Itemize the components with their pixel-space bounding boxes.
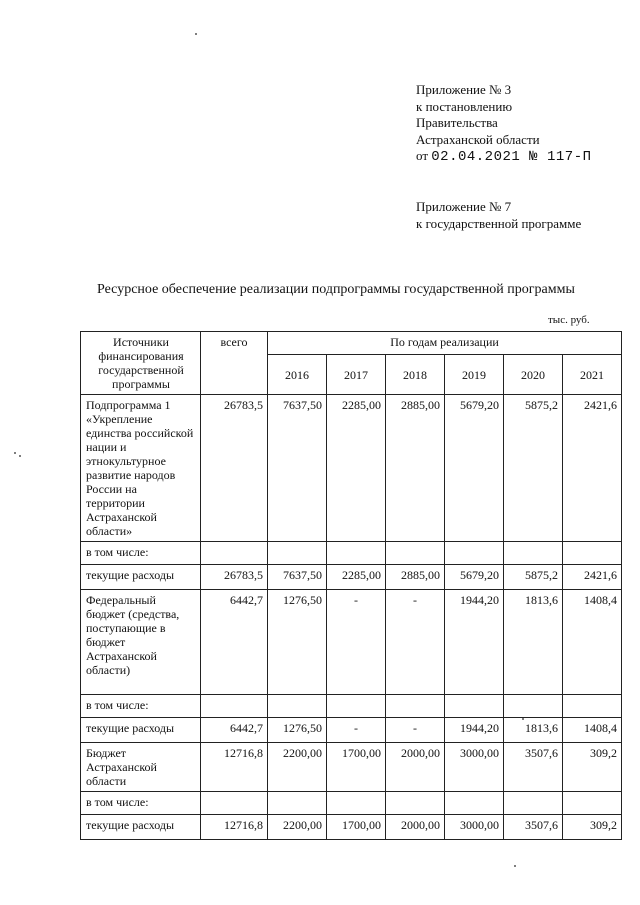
appendix-3-title: Приложение № 3 <box>416 82 512 97</box>
resource-table <box>80 331 622 840</box>
row-source: Федеральный бюджет (средства, поступающие в бюджет Астраханской области) <box>81 590 201 695</box>
scan-speck <box>195 33 197 35</box>
row-value: 2885,00 <box>386 395 445 542</box>
row-total <box>201 542 268 565</box>
row-value: - <box>386 718 445 743</box>
row-total: 26783,5 <box>201 565 268 590</box>
row-source: текущие расходы <box>81 565 201 590</box>
header-source: Источники финансирования государственной программы <box>81 332 201 395</box>
row-value: 7637,50 <box>268 565 327 590</box>
row-value <box>563 542 622 565</box>
appendix-3-line2: к постановлению <box>416 98 513 114</box>
row-value: 1944,20 <box>445 590 504 695</box>
header-year: 2018 <box>386 355 445 395</box>
row-value: - <box>327 590 386 695</box>
row-value <box>327 695 386 718</box>
table-row <box>81 590 622 695</box>
row-value <box>504 542 563 565</box>
appendix-3-block <box>416 82 592 166</box>
row-total <box>201 792 268 815</box>
date-prefix: от <box>416 148 429 163</box>
row-value: 2285,00 <box>327 565 386 590</box>
row-total: 26783,5 <box>201 395 268 542</box>
row-source: текущие расходы <box>81 718 201 743</box>
table-row <box>81 743 622 792</box>
table-row <box>81 565 622 590</box>
row-source: Подпрограмма 1 «Укрепление единства российской нации и этнокультурное развитие народов России на территории Астраханской области» <box>81 395 201 542</box>
row-value: 2000,00 <box>386 815 445 840</box>
table-row <box>81 542 622 565</box>
row-source: в том числе: <box>81 695 201 718</box>
row-source: текущие расходы <box>81 815 201 840</box>
row-value <box>563 792 622 815</box>
row-value: 1276,50 <box>268 718 327 743</box>
row-value: 2421,6 <box>563 565 622 590</box>
row-value <box>386 792 445 815</box>
row-value: 2200,00 <box>268 743 327 792</box>
row-value: 5875,2 <box>504 565 563 590</box>
appendix-7-title: Приложение № 7 <box>416 199 512 214</box>
row-total <box>201 695 268 718</box>
scan-speck <box>522 718 524 720</box>
table-row <box>81 815 622 840</box>
row-total: 6442,7 <box>201 718 268 743</box>
appendix-3-line4: Астраханской области <box>416 131 540 147</box>
row-total: 6442,7 <box>201 590 268 695</box>
row-value: 1408,4 <box>563 718 622 743</box>
row-value: 5679,20 <box>445 565 504 590</box>
row-value: 1700,00 <box>327 815 386 840</box>
row-value <box>445 792 504 815</box>
header-year: 2016 <box>268 355 327 395</box>
row-value: 2200,00 <box>268 815 327 840</box>
row-total: 12716,8 <box>201 815 268 840</box>
table-row <box>81 395 622 542</box>
row-value <box>327 792 386 815</box>
row-source: в том числе: <box>81 792 201 815</box>
table-row <box>81 695 622 718</box>
row-source: Бюджет Астраханской области <box>81 743 201 792</box>
row-value: 3000,00 <box>445 815 504 840</box>
row-value <box>563 695 622 718</box>
row-value: 1813,6 <box>504 590 563 695</box>
date-value: 02.04.2021 № 117-П <box>431 149 592 165</box>
row-total: 12716,8 <box>201 743 268 792</box>
header-year: 2019 <box>445 355 504 395</box>
row-value: 3000,00 <box>445 743 504 792</box>
row-value: 7637,50 <box>268 395 327 542</box>
header-year: 2017 <box>327 355 386 395</box>
row-value: 1276,50 <box>268 590 327 695</box>
row-value <box>504 695 563 718</box>
row-value <box>327 542 386 565</box>
row-value: 3507,6 <box>504 743 563 792</box>
row-value: 1700,00 <box>327 743 386 792</box>
scan-speck <box>14 452 16 454</box>
row-value: 1408,4 <box>563 590 622 695</box>
row-source: в том числе: <box>81 542 201 565</box>
row-value: 1944,20 <box>445 718 504 743</box>
appendix-7-line2: к государственной программе <box>416 215 582 231</box>
row-value: 2000,00 <box>386 743 445 792</box>
header-row <box>81 332 622 355</box>
row-value: 5875,2 <box>504 395 563 542</box>
row-value: 5679,20 <box>445 395 504 542</box>
row-value: 2421,6 <box>563 395 622 542</box>
row-value <box>268 792 327 815</box>
units-label: тыс. руб. <box>548 314 590 326</box>
scan-speck <box>514 865 516 867</box>
row-value: 2885,00 <box>386 565 445 590</box>
appendix-7-block <box>416 199 581 232</box>
table-row <box>81 792 622 815</box>
document-title: Ресурсное обеспечение реализации подпрограммы государственной программы <box>97 282 575 297</box>
row-value <box>445 695 504 718</box>
row-value <box>268 542 327 565</box>
table-row <box>81 718 622 743</box>
row-value: 309,2 <box>563 743 622 792</box>
row-value: 3507,6 <box>504 815 563 840</box>
header-year: 2020 <box>504 355 563 395</box>
row-value <box>386 542 445 565</box>
appendix-3-line3: Правительства <box>416 115 498 130</box>
row-value: 309,2 <box>563 815 622 840</box>
row-value <box>504 792 563 815</box>
row-value <box>386 695 445 718</box>
row-value <box>445 542 504 565</box>
row-value <box>268 695 327 718</box>
row-value: - <box>327 718 386 743</box>
row-value: 2285,00 <box>327 395 386 542</box>
appendix-3-date-line <box>416 148 592 166</box>
header-year: 2021 <box>563 355 622 395</box>
header-total: всего <box>201 332 268 395</box>
row-value: - <box>386 590 445 695</box>
header-by-years: По годам реализации <box>268 332 622 355</box>
scan-speck <box>19 455 21 457</box>
row-value: 1813,6 <box>504 718 563 743</box>
